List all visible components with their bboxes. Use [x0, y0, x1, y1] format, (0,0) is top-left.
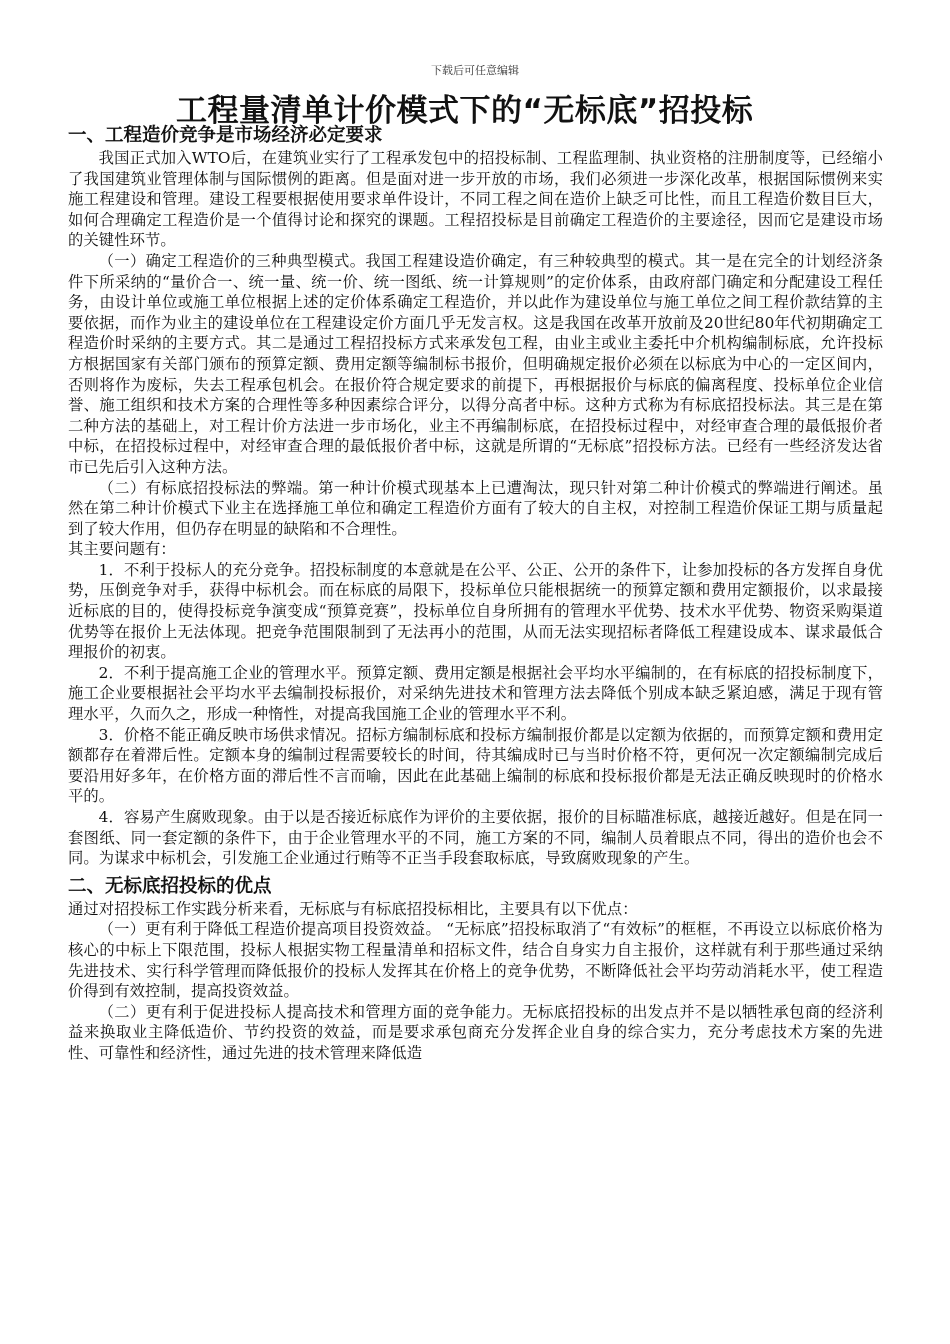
problem-item: 3．价格不能正确反映市场供求情况。招标方编制标底和投标方编制报价都是以定额为依据的，而预算定额和费用定额都存在着滞后性。定额本身的编制过程需要较长的时间，待其编成时已与当时价格不符，更何况一次定额编制完成后要沿用好多年，在价格方面的滞后性不言而喻，因此在此基础上编制的标底和投标报价都是无法正确反映现时的价格水平的。: [68, 725, 883, 806]
header-note: 下载后可任意编辑: [431, 64, 519, 77]
section-2-paragraph: （二）更有利于促进投标人提高技术和管理方面的竞争能力。无标底招投标的出发点并不是以牺牲承包商的经济利益来换取业主降低造价、节约投资的效益，而是要求承包商充分发挥企业自身的综合实力，充分考虑技术方案的先进性、可靠性和经济性，通过先进的技术管理来降低造: [68, 1002, 883, 1062]
problem-item: 2．不利于提高施工企业的管理水平。预算定额、费用定额是根据社会平均水平编制的，在有标底的招投标制度下，施工企业要根据社会平均水平去编制投标报价，对采纳先进技术和管理方法去降低个别成本缺乏紧迫感，满足于现有管理水平，久而久之，形成一种惰性，对提高我国施工企业的管理水平不利。: [68, 663, 883, 724]
problem-item: 1．不利于投标人的充分竞争。招投标制度的本意就是在公平、公正、公开的条件下，让参加投标的各方发挥自身优势，压倒竞争对手，获得中标机会。而在标底的局限下，投标单位只能根据统一的预算定额和费用定额报价，以求最接近标底的目的，使得投标竞争演变成“预算竞赛”，投标单位自身所拥有的管理水平优势、技术水平优势、物资采购渠道优势等在报价上无法体现。把竞争范围限制到了无法再小的范围，从而无法实现招标者降低工程建设成本、谋求最低合理报价的初衷。: [68, 560, 883, 662]
section-2-paragraph: （一）更有利于降低工程造价提高项目投资效益。 “无标底”招投标取消了“有效标”的框框，不再设立以标底价格为核心的中标上下限范围，投标人根据实物工程量清单和招标文件，结合自身实力自主报价，这样就有利于那些通过采纳先进技术、实行科学管理而降低报价的投标人发挥其在价格上的竞争优势，不断降低社会平均劳动消耗水平，使工程造价得到有效控制，提高投资效益。: [68, 920, 883, 1001]
section-2-heading: 二、无标底招投标的优点: [68, 875, 272, 897]
section-1-paragraph: （二）有标底招投标法的弊端。第一种计价模式现基本上已遭淘汰，现只针对第二种计价模式的弊端进行阐述。虽然在第二种计价模式下业主在选择施工单位和确定工程造价方面有了较大的自主权，对控制工程造价保证工期与质量起到了较大作用，但仍存在明显的缺陷和不合理性。: [68, 478, 883, 538]
document-title: 工程量清单计价模式下的“无标底”招投标: [176, 93, 754, 129]
section-2-intro: 通过对招投标工作实践分析来看，无标底与有标底招投标相比，主要具有以下优点：: [68, 899, 638, 918]
document-page: [68, 62, 883, 1064]
section-1-paragraph: （一）确定工程造价的三种典型模式。我国工程建设造价确定，有三种较典型的模式。其一是在完全的计划经济条件下所采纳的“量价合一、统一量、统一价、统一图纸、统一计算规则”的定价体系，由政府部门确定和分配建设工程任务，由设计单位或施工单位根据上述的定价体系确定工程造价，并以此作为建设单位与施工单位之间工程价款结算的主要依据，而作为业主的建设单位在工程建设定价方面几乎无发言权。这是我国在改革开放前及20世纪80年代初期确定工程造价时采纳的主要方式。其二是通过工程招投标方式来承发包工程，由业主或业主委托中介机构编制标底，允许投标方根据国家有关部门颁布的预算定额、费用定额等编制标书报价，但明确规定报价必须在以标底为中心的一定区间内，否则将作为废标，失去工程承包机会。在报价符合规定要求的前提下，再根据报价与标底的偏离程度、投标单位企业信誉、施工组织和技术方案的合理性等多种因素综合评分，以得分高者中标。这种方式称为有标底招投标法。其三是在第二种方法的基础上，对工程计价方法进一步市场化，业主不再编制标底，在招投标过程中，对经审查合理的最低报价者中标，在招投标过程中，对经审查合理的最低报价者中标，这就是所谓的“无标底”招投标方法。已经有一些经济发达省市已先后引入这种方法。: [68, 251, 883, 476]
problem-item: 4．容易产生腐败现象。由于以是否接近标底作为评价的主要依据，报价的目标瞄准标底，越接近越好。但是在同一套图纸、同一套定额的条件下，由于企业管理水平的不同，施工方案的不同，编制人员着眼点不同，得出的造价也会不同。为谋求中标机会，引发施工企业通过行贿等不正当手段套取标底，导致腐败现象的产生。: [68, 808, 883, 868]
problems-intro: 其主要问题有：: [68, 540, 176, 559]
section-1-heading: 一、工程造价竞争是市场经济必定要求: [68, 125, 383, 146]
section-1-paragraph: 我国正式加入WTO后，在建筑业实行了工程承发包中的招投标制、工程监理制、执业资格的注册制度等，已经缩小了我国建筑业管理体制与国际惯例的距离。但是面对进一步开放的市场，我们必须进一步深化改革，根据国际惯例来实施工程建设和管理。建设工程要根据使用要求单件设计，不同工程之间在造价上缺乏可比性，而且工程造价数目巨大，如何合理确定工程造价是一个值得讨论和探究的课题。工程招投标是目前确定工程造价的主要途径，因而它是建设市场的关键性环节。: [68, 149, 883, 250]
